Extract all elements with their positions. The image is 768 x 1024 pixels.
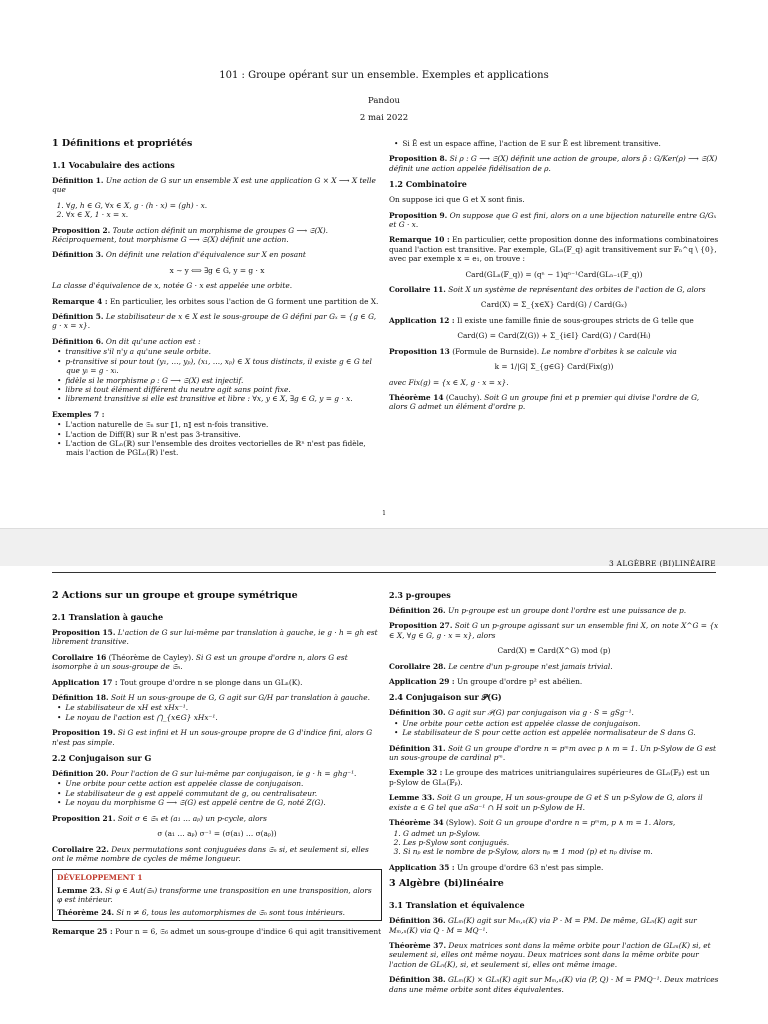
running-head: 3 ALGÈBRE (BI)LINÉAIRE	[609, 559, 716, 568]
definition-38: Définition 38. GLₘ(K) × GLₙ(K) agit sur Mₘ,ₙ(K) via (P, Q) · M = PMQ⁻¹. Deux matrices dans une même orbite sont dites équivalentes.	[389, 975, 719, 994]
equation: Card(X) = Σ_{x∈X} Card(G) / Card(Gₓ)	[480, 300, 628, 310]
definition-3-text: La classe d'équivalence de x, notée G · x est appelée une orbite.	[52, 281, 293, 291]
definition-6: Définition 6. On dit qu'une action est :	[52, 336, 201, 346]
combinatoire-intro: On suppose ici que G et X sont finis.	[389, 195, 525, 205]
corollary-16: Corollaire 16 (Théorème de Cayley). Si G est un groupe d'ordre n, alors G est isomorphe à un sous-groupe de 𝔖ₙ.	[52, 652, 348, 672]
definition-5: Définition 5. Le stabilisateur de x ∈ X est le sous-groupe de G défini par Gₓ = {g ∈ G, g · x = x}.	[52, 312, 377, 331]
theorem-34: Théorème 34 (Sylow). Soit G un groupe d'ordre n = pᵐm, p ∧ m = 1. Alors,	[389, 818, 676, 828]
list-item: • librement transitive si elle est transitive et libre : ∀x, y ∈ X, ∃g ∈ G, y = g · x.	[66, 394, 382, 403]
document-title: 101 : Groupe opérant sur un ensemble. Exemples et applications	[219, 70, 549, 81]
equation: Card(X) ≡ Card(X^G) mod (p)	[497, 646, 611, 656]
list-item: • Le stabilisateur de g est appelé commutant de g, ou centralisateur.	[66, 789, 382, 798]
page2-right-column	[389, 590, 719, 1000]
header-rule	[52, 572, 716, 573]
definition-26: Définition 26. Un p-groupe est un groupe dont l'ordre est une puissance de p.	[389, 606, 687, 615]
theorem-14: Théorème 14 (Cauchy). Soit G un groupe fini et p premier qui divise l'ordre de G, alors G admet un élément d'ordre p.	[389, 392, 700, 412]
subsection-heading: 2.3 p-groupes	[389, 590, 451, 600]
theorem-37: Théorème 37. Deux matrices sont dans la même orbite pour l'action de GLₘ(K) si, et seulement si, elles ont même noyau. Deux matrices sont dans la même orbite pour l'action de GLₙ(K), si, et seulement si, elles ont même image.	[389, 940, 711, 969]
list-item: • Une orbite pour cette action est appelée classe de conjugaison.	[403, 719, 719, 728]
subsection-heading: 1.1 Vocabulaire des actions	[52, 160, 175, 170]
definition-1-list: 1. ∀g, h ∈ G, ∀x ∈ X, g · (h · x) = (gh) · x. 2. ∀x ∈ X, 1 · x = x.	[52, 201, 382, 220]
page1-left-column	[52, 138, 382, 464]
corollary-11: Corollaire 11. Soit X un système de représentant des orbites de l'action de G, alors	[389, 285, 706, 295]
page1-right-column	[389, 139, 719, 418]
definition-20-list	[52, 779, 382, 807]
subsection-heading: 3.1 Translation et équivalence	[389, 900, 525, 911]
examples-7-list	[52, 420, 382, 458]
definition-30: Définition 30. G agit sur 𝒫(G) par conjugaison via g · S = gSg⁻¹.	[389, 708, 634, 718]
list-item: • L'action de GLₙ(ℝ) sur l'ensemble des droites vectorielles de ℝⁿ n'est pas fidèle, mais l'action de PGLₙ(ℝ) l'est.	[66, 439, 382, 458]
affine-item: • Si Ē est un espace affine, l'action de E sur Ē est librement transitive.	[389, 139, 719, 148]
document-date: 2 mai 2022	[359, 113, 409, 123]
application-12: Application 12 : Il existe une famille finie de sous-groupes stricts de G telle que	[389, 315, 694, 325]
lemma-33: Lemme 33. Soit G un groupe, H un sous-groupe de G et S un p-Sylow de G, alors il existe a ∈ G tel que aSa⁻¹ ∩ H soit un p-Sylow de H.	[389, 793, 703, 812]
list-item: 1. G admet un p-Sylow.	[403, 829, 719, 838]
proposition-21: Proposition 21. Soit σ ∈ 𝔖ₙ et (a₁ … aₚ) un p-cycle, alors	[52, 813, 267, 823]
section-heading: 2 Actions sur un groupe et groupe symétrique	[52, 590, 298, 601]
proposition-13-after: avec Fix(g) = {x ∈ X, g · x = x}.	[389, 377, 509, 387]
proposition-9: Proposition 9. On suppose que G est fini, alors on a une bijection naturelle entre G/Gₓ et G · x.	[389, 210, 717, 230]
list-item: • libre si tout élément différent du neutre agit sans point fixe.	[66, 385, 382, 394]
proposition-15: Proposition 15. L'action de G sur lui-même par translation à gauche, ie g · h = gh est librement transitive.	[52, 628, 378, 647]
development-box	[52, 869, 382, 921]
corollary-28: Corollaire 28. Le centre d'un p-groupe n'est jamais trivial.	[389, 661, 613, 671]
remark-10: Remarque 10 : En particulier, cette proposition donne des informations combinatoires quand l'action est transitive. Par exemple, GLₙ(𝔽_q) agit transitivement sur 𝔽ₙ^q \ {0}, avec par exemple x = e₁, on trouve :	[389, 235, 719, 264]
development-heading: DÉVELOPPEMENT 1	[57, 873, 143, 883]
definition-3: Définition 3. On définit une relation d'équivalence sur X en posant	[52, 250, 306, 260]
subsection-heading: 2.2 Conjugaison sur G	[52, 753, 152, 764]
application-35: Application 35 : Un groupe d'ordre 63 n'est pas simple.	[389, 862, 604, 872]
list-item: • transitive s'il n'y a qu'une seule orbite.	[66, 347, 382, 356]
list-item: • fidèle si le morphisme ρ : G ⟶ 𝔖(X) est injectif.	[66, 376, 382, 385]
theorem-24: Théorème 24. Si n ≠ 6, tous les automorphismes de 𝔖ₙ sont tous intérieurs.	[57, 907, 346, 917]
list-item: 3. Si nₚ est le nombre de p-Sylow, alors nₚ ≡ 1 mod (p) et nₚ divise m.	[403, 847, 719, 856]
application-29: Application 29 : Un groupe d'ordre p² est abélien.	[389, 677, 583, 687]
equation: Card(GLₙ(𝔽_q)) = (qⁿ − 1)qⁿ⁻¹Card(GLₙ₋₁(𝔽_q))	[465, 269, 643, 279]
document-author: Pandou	[368, 96, 400, 106]
corollary-22: Corollaire 22. Deux permutations sont conjuguées dans 𝔖ₙ si, et seulement si, elles ont le même nombre de cycles de même longueur.	[52, 844, 369, 863]
list-item: • Le noyau du morphisme G ⟶ 𝔖(G) est appelé centre de G, noté Z(G).	[66, 798, 382, 807]
proposition-13: Proposition 13 (Formule de Burnside). Le nombre d'orbites k se calcule via	[389, 346, 677, 356]
remark-4: Remarque 4 : En particulier, les orbites sous l'action de G forment une partition de X.	[52, 296, 379, 306]
page-2	[0, 559, 768, 1024]
definition-36: Définition 36. GLₘ(K) agit sur Mₘ,ₙ(K) via P · M = PM. De même, GLₙ(K) agit sur Mₘ,ₙ(K) via Q · M = MQ⁻¹.	[389, 916, 697, 935]
list-item: • L'action de Diff(ℝ) sur ℝ n'est pas 3-transitive.	[66, 430, 382, 439]
definition-1: Définition 1. Une action de G sur un ensemble X est une application G × X ⟶ X telle que	[52, 176, 376, 195]
list-item: 2. Les p-Sylow sont conjugués.	[403, 838, 719, 847]
definition-6-list	[52, 347, 382, 403]
definition-18-list	[52, 703, 382, 722]
equation: k = 1/|G| Σ_{g∈G} Card(Fix(g))	[494, 362, 614, 372]
definition-30-list	[389, 719, 719, 738]
section-heading: 1 Définitions et propriétés	[52, 138, 193, 149]
subsection-heading: 1.2 Combinatoire	[389, 179, 467, 190]
proposition-27: Proposition 27. Soit G un p-groupe agissant sur un ensemble fini X, on note X^G = {x ∈ X, ∀g ∈ G, g · x = x}, alors	[389, 621, 719, 640]
list-item: • Le noyau de l'action est ⋂_{x∈G} xHx⁻¹.	[66, 713, 382, 722]
page-number: 1	[382, 510, 386, 517]
application-17: Application 17 : Tout groupe d'ordre n se plonge dans un GLₙ(K).	[52, 677, 303, 687]
proposition-2: Proposition 2. Toute action définit un morphisme de groupes G ⟶ 𝔖(X). Réciproquement, tout morphisme G ⟶ 𝔖(X) définit une action.	[52, 225, 328, 245]
proposition-19: Proposition 19. Si G est infini et H un sous-groupe propre de G d'indice fini, alors G n'est pas simple.	[52, 728, 373, 747]
list-item: • L'action naturelle de 𝔖ₙ sur ⟦1, n⟧ est n-fois transitive.	[66, 420, 382, 429]
lemma-23: Lemme 23. Si φ ∈ Aut(𝔖ₙ) transforme une transposition en une transposition, alors φ est intérieur.	[57, 885, 372, 905]
definition-18: Définition 18. Soit H un sous-groupe de G, G agit sur G/H par translation à gauche.	[52, 693, 370, 703]
subsection-heading: 2.4 Conjugaison sur 𝒫(G)	[389, 692, 502, 703]
definition-20: Définition 20. Pour l'action de G sur lui-même par conjugaison, ie g · h = ghg⁻¹.	[52, 769, 357, 779]
proposition-8: Proposition 8. Si ρ : G ⟶ 𝔖(X) définit une action de groupe, alors ρ̄ : G/Ker(ρ) ⟶ 𝔖(X) définit une action appelée fidélisation de ρ.	[389, 154, 718, 173]
list-item: • Une orbite pour cette action est appelée classe de conjugaison.	[66, 779, 382, 788]
list-item: • p-transitive si pour tout (y₁, …, yₚ), (x₁, …, xₚ) ∈ X tous distincts, il existe g ∈ G tel que yᵢ = g · xᵢ.	[66, 357, 382, 376]
equation: x ∼ y ⟺ ∃g ∈ G, y = g · x	[169, 265, 265, 275]
section-heading: 3 Algèbre (bi)linéaire	[389, 878, 504, 890]
list-item: • Le stabilisateur de xH est xHx⁻¹.	[66, 703, 382, 712]
page2-left-column	[52, 590, 382, 942]
subsection-heading: 2.1 Translation à gauche	[52, 612, 164, 622]
equation: σ (a₁ … aₚ) σ⁻¹ = (σ(a₁) … σ(aₚ))	[157, 829, 277, 839]
definition-31: Définition 31. Soit G un groupe d'ordre n = pᵐm avec p ∧ m = 1. Un p-Sylow de G est un sous-groupe de cardinal pᵐ.	[389, 743, 716, 763]
remark-25: Remarque 25 : Pour n = 6, 𝔖₆ admet un sous-groupe d'indice 6 qui agit transitivement	[52, 926, 382, 936]
list-item: • Le stabilisateur de S pour cette action est appelée normalisateur de S dans G.	[403, 728, 719, 737]
examples-7-label: Exemples 7 :	[52, 409, 105, 419]
equation: Card(G) = Card(Z(G)) + Σ_{i∈I} Card(G) / Card(Hᵢ)	[457, 331, 651, 341]
example-32: Exemple 32 : Le groupe des matrices unitriangulaires supérieures de GLₙ(𝔽ₚ) est un p-Sylow de GLₙ(𝔽ₚ).	[389, 768, 710, 787]
theorem-34-list	[389, 829, 719, 857]
